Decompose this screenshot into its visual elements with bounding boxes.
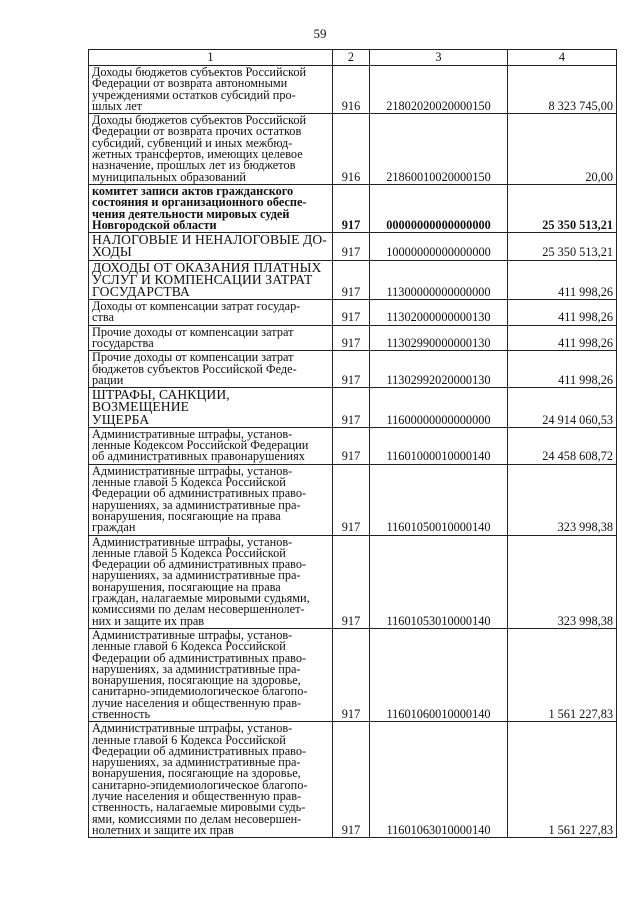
row-code-cell: 11601053010000140 [370,535,508,628]
row-name-cell: Административные штрафы, установ- ленные главой 6 Кодекса Российской Федерации об административных право- нарушениях, за административные пра- вонарушения, посягающие на здоровье, санитарно-эпидемиологическое благопо- лучие населения и общественную прав- ственность [89,628,333,721]
table-row [89,351,617,388]
row-admin-cell: 917 [333,388,370,428]
row-code-cell: 11601050010000140 [370,464,508,535]
row-code-cell: 11601000010000140 [370,427,508,464]
table-row [89,427,617,464]
row-code-cell: 10000000000000000 [370,233,508,260]
row-admin-cell: 917 [333,260,370,300]
row-name-cell: ШТРАФЫ, САНКЦИИ, ВОЗМЕЩЕНИЕ УЩЕРБА [89,388,333,428]
table-row [89,300,617,326]
table-row [89,464,617,535]
table-row [89,388,617,428]
page-number: 59 [313,26,327,41]
header-cell-1: 1 [89,50,333,66]
table-row [89,114,617,185]
table-row-section [89,184,617,232]
table-row [89,535,617,628]
row-name-cell: Административные штрафы, установ- ленные главой 6 Кодекса Российской Федерации об административных право- нарушениях, за административные пра- вонарушения, посягающие на здоровье, санитарно-эпидемиологическое благопо- лучие населения и общественную прав- ственность, налагаемые мировыми судь- ями, комиссиями по делам несовершен- нолетних и защите их прав [89,722,333,838]
row-amount-cell: 323 998,38 [508,464,617,535]
row-name-cell: ДОХОДЫ ОТ ОКАЗАНИЯ ПЛАТНЫХ УСЛУГ И КОМПЕНСАЦИИ ЗАТРАТ ГОСУДАРСТВА [89,260,333,300]
row-code-cell: 11302000000000130 [370,300,508,326]
row-name-cell: Прочие доходы от компенсации затрат государства [89,325,333,351]
row-name-cell: комитет записи актов гражданского состояния и организационного обеспе- чения деятельности мировых судей Новгородской области [89,184,333,232]
row-admin-cell: 916 [333,114,370,185]
table-row [89,260,617,300]
table-row [89,325,617,351]
table-row [89,233,617,260]
row-amount-cell: 25 350 513,21 [508,184,617,232]
row-admin-cell: 916 [333,66,370,114]
row-admin-cell: 917 [333,351,370,388]
row-amount-cell: 8 323 745,00 [508,66,617,114]
table-row [89,722,617,838]
row-amount-cell: 1 561 227,83 [508,628,617,721]
row-amount-cell: 411 998,26 [508,260,617,300]
row-admin-cell: 917 [333,325,370,351]
row-name-cell: Доходы бюджетов субъектов Российской Федерации от возврата автономными учреждениями остатков субсидий про- шлых лет [89,66,333,114]
row-admin-cell: 917 [333,300,370,326]
row-admin-cell: 917 [333,464,370,535]
row-name-cell: НАЛОГОВЫЕ И НЕНАЛОГОВЫЕ ДО- ХОДЫ [89,233,333,260]
row-amount-cell: 24 914 060,53 [508,388,617,428]
header-cell-4: 4 [508,50,617,66]
row-code-cell: 11302992020000130 [370,351,508,388]
row-name-cell: Административные штрафы, установ- ленные главой 5 Кодекса Российской Федерации об административных право- нарушениях, за административные пра- вонарушения, посягающие на права граждан [89,464,333,535]
row-name-cell: Прочие доходы от компенсации затрат бюджетов субъектов Российской Феде- рации [89,351,333,388]
row-amount-cell: 411 998,26 [508,300,617,326]
header-cell-3: 3 [370,50,508,66]
row-code-cell: 11600000000000000 [370,388,508,428]
row-amount-cell: 24 458 608,72 [508,427,617,464]
row-name-cell: Административные штрафы, установ- ленные Кодексом Российской Федерации об административных правонарушениях [89,427,333,464]
row-amount-cell: 411 998,26 [508,351,617,388]
row-amount-cell: 25 350 513,21 [508,233,617,260]
row-admin-cell: 917 [333,233,370,260]
row-amount-cell: 411 998,26 [508,325,617,351]
revenue-table [88,49,617,838]
row-code-cell: 11601063010000140 [370,722,508,838]
row-name-cell: Доходы от компенсации затрат государ- ства [89,300,333,326]
row-admin-cell: 917 [333,184,370,232]
row-code-cell: 11300000000000000 [370,260,508,300]
row-code-cell: 21802020020000150 [370,66,508,114]
row-amount-cell: 20,00 [508,114,617,185]
row-name-cell: Административные штрафы, установ- ленные главой 5 Кодекса Российской Федерации об административных право- нарушениях, за административные пра- вонарушения, посягающие на права граждан, налагаемые мировыми судьями, комиссиями по делам несовершеннолет- них и защите их прав [89,535,333,628]
row-amount-cell: 1 561 227,83 [508,722,617,838]
table-row [89,628,617,721]
row-name-cell: Доходы бюджетов субъектов Российской Федерации от возврата прочих остатков субсидий, субвенций и иных межбюд- жетных трансфертов, имеющих целевое назначение, прошлых лет из бюджетов муниципальных образований [89,114,333,185]
row-admin-cell: 917 [333,722,370,838]
row-code-cell: 11302990000000130 [370,325,508,351]
header-cell-2: 2 [333,50,370,66]
table-row [89,66,617,114]
table-header-row [89,50,617,66]
row-code-cell: 21860010020000150 [370,114,508,185]
row-code-cell: 00000000000000000 [370,184,508,232]
row-admin-cell: 917 [333,535,370,628]
row-admin-cell: 917 [333,427,370,464]
row-amount-cell: 323 998,38 [508,535,617,628]
row-code-cell: 11601060010000140 [370,628,508,721]
row-admin-cell: 917 [333,628,370,721]
